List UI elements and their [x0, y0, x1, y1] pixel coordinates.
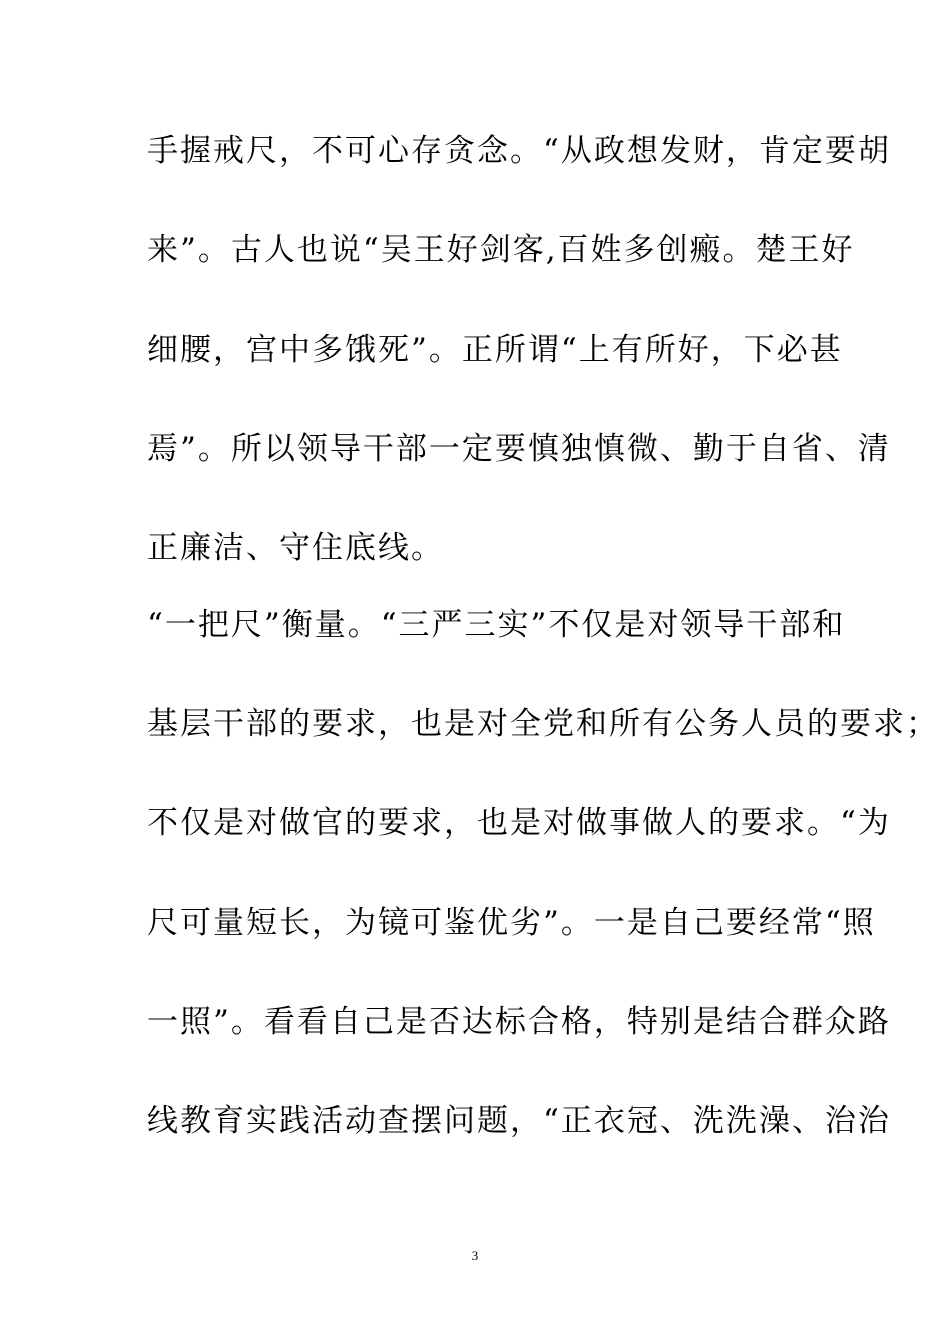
text-line: 不仅是对做官的要求，也是对做事做人的要求。“为 [147, 805, 891, 841]
page-number: 3 [471, 1248, 479, 1263]
text-line: 手握戒尺，不可心存贪念。“从政想发财，肯定要胡 [147, 133, 891, 169]
text-line: 基层干部的要求，也是对全党和所有公务人员的要求； [147, 706, 939, 742]
text-line: 细腰，宫中多饿死”。正所谓“上有所好，下必甚 [147, 332, 843, 368]
text-line: 线教育实践活动查摆问题，“正衣冠、洗洗澡、治治 [147, 1103, 891, 1139]
text-line: 焉”。所以领导干部一定要慎独慎微、勤于自省、清 [147, 431, 891, 467]
text-line: 来”。古人也说“吴王好剑客,百姓多创瘢。楚王好 [147, 232, 855, 268]
text-line: 正廉洁、守住底线。 [147, 530, 444, 566]
text-line: 一照”。看看自己是否达标合格，特别是结合群众路 [147, 1004, 891, 1040]
text-line: “一把尺”衡量。“三严三实”不仅是对领导干部和 [147, 607, 846, 643]
text-line: 尺可量短长，为镜可鉴优劣”。一是自己要经常“照 [147, 905, 876, 941]
